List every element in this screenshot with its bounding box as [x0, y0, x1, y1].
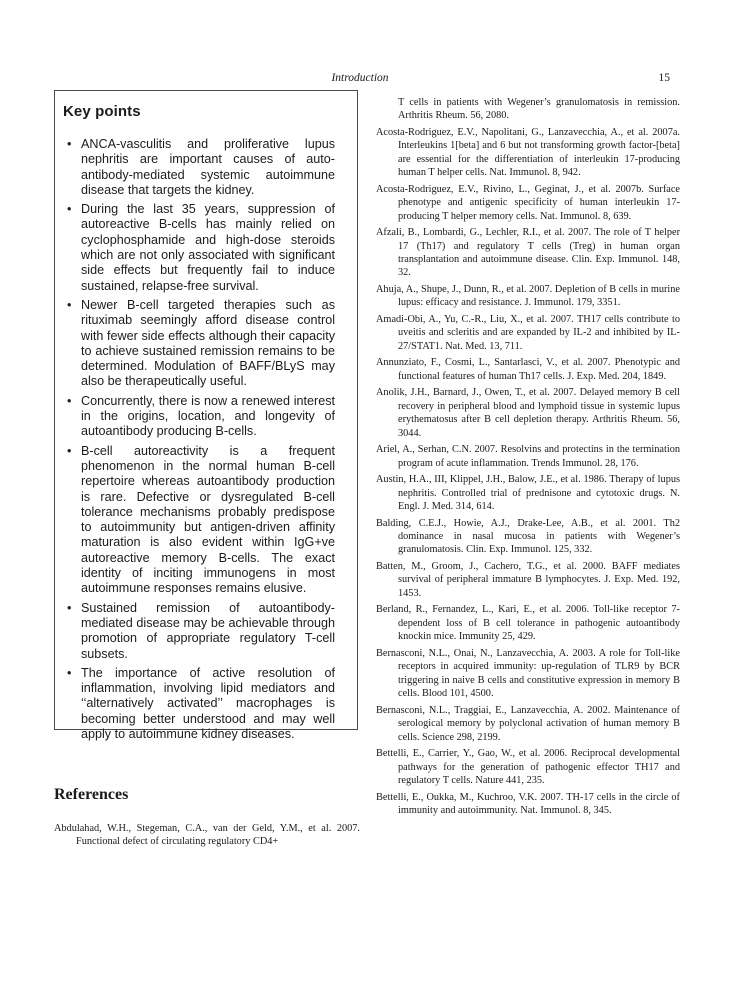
reference-entry: Bettelli, E., Carrier, Y., Gao, W., et al. 2006. Reciprocal developmental pathways for the generation of pathogenic effector TH17 and regulatory T cells. Nature 441, 235.: [376, 748, 680, 786]
key-point: [63, 137, 335, 198]
reference-entry: Bettelli, E., Oukka, M., Kuchroo, V.K. 2007. TH-17 cells in the circle of immunity and autoimmunity. Nat. Immunol. 8, 345.: [376, 791, 680, 816]
bullet-icon: •: [67, 443, 72, 458]
page-number: 15: [658, 72, 670, 84]
reference-entry: Bernasconi, N.L., Traggiai, E., Lanzavecchia, A. 2002. Maintenance of serological memory by polyclonal activation of human memory B cells. Science 298, 2199.: [376, 704, 680, 743]
key-point: [63, 394, 335, 440]
bullet-icon: •: [67, 202, 72, 217]
bullet-icon: •: [67, 600, 72, 615]
key-point-text: Newer B-cell targeted therapies such as rituximab seemingly afford disease control with fewer side effects although their capacity to achieve sustained remission remains to be determined. Modulation of BAFF/BLyS may also be therapeutically useful.: [81, 297, 335, 389]
key-point: [63, 298, 335, 390]
key-point: [63, 202, 335, 294]
key-point-text: The importance of active resolution of inflammation, involving lipid mediators and ‘‘alternatively activated’’ macrophages is becoming better understood and may well apply to autoimmune kidney diseases.: [81, 665, 335, 741]
reference-entry: Acosta-Rodriguez, E.V., Rivino, L., Geginat, J., et al. 2007b. Surface phenotype and antigenic specificity of human interleukin 17-producing T helper memory cells. Nat. Immunol. 8, 639.: [376, 183, 680, 222]
key-points-list: [63, 137, 335, 742]
reference-entry: Ariel, A., Serhan, C.N. 2007. Resolvins and protectins in the termination program of acute inflammation. Trends Immunol. 28, 176.: [376, 444, 680, 469]
key-point-text: ANCA-vasculitis and proliferative lupus nephritis are important causes of auto-antibody-mediated systemic autoimmune disease that targets the kidney.: [81, 137, 335, 197]
bullet-icon: •: [67, 137, 72, 151]
reference-entry: Austin, H.A., III, Klippel, J.H., Balow, J.E., et al. 1986. Therapy of lupus nephritis. Controlled trial of prednisone and cytotoxic drugs. N. Engl. J. Med. 314, 614.: [376, 474, 680, 513]
reference-entry: Berland, R., Fernandez, L., Kari, E., et al. 2006. Toll-like receptor 7-dependent loss of B cell tolerance in pathogenic autoantibody knockin mice. Immunity 25, 429.: [376, 604, 680, 643]
reference-entry: Batten, M., Groom, J., Cachero, T.G., et al. 2000. BAFF mediates survival of peripheral immature B lymphocytes. J. Exp. Med. 192, 1453.: [376, 561, 680, 599]
references-right-column: [376, 96, 680, 821]
key-point: [63, 444, 335, 597]
key-point: [63, 601, 335, 662]
key-point-text: B-cell autoreactivity is a frequent phenomenon in the normal human B-cell repertoire whereas autoantibody production is rare. Defective or dysregulated B-cell tolerance mechanisms probably predispose to autoimmunity but antigen-driven affinity maturation is also evident within IgG+ve autoreactive memory B-cells. The exact identity of inciting immunogens in most autoimmune responses remains elusive.: [81, 443, 335, 596]
reference-entry: Annunziato, F., Cosmi, L., Santarlasci, V., et al. 2007. Phenotypic and functional features of human Th17 cells. J. Exp. Med. 204, 1849.: [376, 357, 680, 382]
key-points-title: Key points: [63, 103, 141, 120]
reference-entry: Bernasconi, N.L., Onai, N., Lanzavecchia, A. 2003. A role for Toll-like receptors in acquired immunity: up-regulation of TLR9 by BCR triggering in naive B cells and constitutive expression in memory B cells. Blood 101, 4500.: [376, 647, 680, 700]
reference-entry: Ahuja, A., Shupe, J., Dunn, R., et al. 2007. Depletion of B cells in murine lupus: efficacy and resistance. J. Immunol. 179, 3351.: [376, 284, 680, 309]
reference-entry: Abdulahad, W.H., Stegeman, C.A., van der Geld, Y.M., et al. 2007. Functional defect of circulating regulatory CD4+: [54, 823, 360, 848]
reference-continuation: T cells in patients with Wegener’s granulomatosis in remission. Arthritis Rheum. 56, 2080.: [398, 97, 680, 122]
reference-entry: Balding, C.E.J., Howie, A.J., Drake-Lee, A.B., et al. 2001. Th2 dominance in nasal mucosa in patients with Wegener’s granulomatosis. Clin. Exp. Immunol. 125, 332.: [376, 517, 680, 556]
key-points-box: [54, 90, 358, 741]
reference-entry: Acosta-Rodriguez, E.V., Napolitani, G., Lanzavecchia, A., et al. 2007a. Interleukins 1[beta] and 6 but not transforming growth factor-[beta] are essential for the differentiation of interleukin 17-producing human T helper cells. Nat. Immunol. 8, 942.: [376, 127, 680, 179]
reference-entry: Afzali, B., Lombardi, G., Lechler, R.I., et al. 2007. The role of T helper 17 (Th17) and regulatory T cells (Treg) in human organ transplantation and autoimmune disease. Clin. Exp. Immunol. 148, 32.: [376, 227, 680, 279]
key-point-text: During the last 35 years, suppression of autoreactive B-cells has mainly relied on cyclophosphamide and high-dose steroids which are not only associated with significant side effects but frequently fail to induce sustained, relapse-free survival.: [81, 202, 335, 293]
reference-entry: Anolik, J.H., Barnard, J., Owen, T., et al. 2007. Delayed memory B cell recovery in peripheral blood and lymphoid tissue in systemic lupus erythematosus after B cell depletion therapy. Arthritis Rheum. 56, 3044.: [376, 387, 680, 439]
bullet-icon: •: [67, 297, 72, 312]
bullet-icon: •: [67, 393, 72, 408]
bullet-icon: •: [67, 665, 72, 680]
running-head: Introduction: [331, 72, 389, 84]
reference-entry: Amadi-Obi, A., Yu, C.-R., Liu, X., et al. 2007. TH17 cells contribute to uveitis and scleritis and are expanded by IL-2 and inhibited by IL-27/STAT1. Nat. Med. 13, 711.: [376, 314, 680, 352]
references-heading: References: [54, 786, 129, 803]
references-left-column: [54, 822, 360, 852]
key-point-text: Concurrently, there is now a renewed interest in the origins, location, and longevity of autoantibody producing B-cells.: [81, 393, 335, 439]
key-point-text: Sustained remission of autoantibody-mediated disease may be achievable through promotion of appropriate regulatory T-cell subsets.: [81, 600, 335, 661]
key-point: [63, 666, 335, 742]
